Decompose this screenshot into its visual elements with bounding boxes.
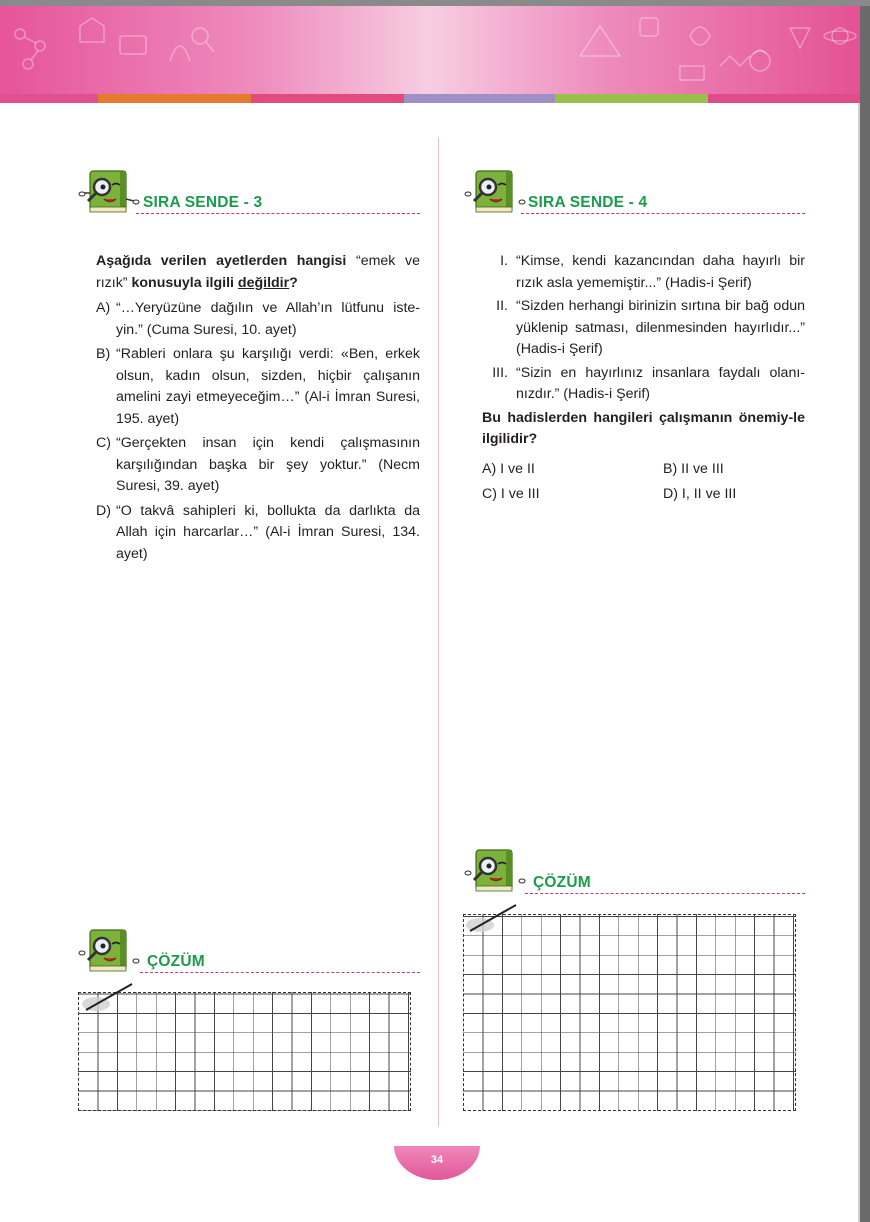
color-stripe-3 (251, 94, 404, 103)
section-title-3: SIRA SENDE - 3 (143, 194, 263, 211)
book-magnifier-mascot-icon (462, 167, 526, 215)
choice-a[interactable]: A) I ve II (482, 460, 535, 477)
header-banner (0, 6, 860, 94)
pen-icon (80, 982, 136, 1014)
section-title-4: SIRA SENDE - 4 (528, 194, 648, 211)
school-doodle-icons (0, 6, 860, 94)
choice-b[interactable]: B) II ve III (663, 460, 724, 477)
option-b[interactable]: B) “Rableri onlara şu karşılığı verdi: «Ben, erkek olsun, kadın olsun, sizden, hiçbir çalışanın amelini zayi etmeyeceğim…” (Al-i İmran Suresi, 195. ayet) (96, 346, 420, 427)
pen-icon (464, 903, 520, 935)
color-stripe-1 (0, 94, 98, 103)
page-edge (860, 6, 870, 1222)
color-stripe-2 (98, 94, 251, 103)
solution-grid-4[interactable] (463, 914, 796, 1111)
title-dashed-rule (136, 213, 420, 214)
book-magnifier-mascot-icon (76, 167, 140, 215)
page-number: 34 (394, 1146, 480, 1180)
book-magnifier-mascot-icon (76, 926, 140, 974)
solution-dashed-rule (140, 972, 420, 973)
question-4 (482, 251, 805, 506)
statement-i: I. “Kimse, kendi kazancından daha hayırlı bir rızık asla yememiştir...” (Hadis-i Şerif) (500, 253, 805, 291)
statement-iii: III. “Sizin en hayırlınız insanlara faydalı olanı-nızdır.” (Hadis-i Şerif) (492, 364, 805, 402)
solution-title-4: ÇÖZÜM (533, 874, 591, 891)
solution-dashed-rule (525, 893, 805, 894)
title-dashed-rule (521, 213, 805, 214)
statement-ii: II. “Sizden herhangi birinizin sırtına bir bağ odun yüklenip satması, dilenmesinden hayırlıdır...” (Hadis-i Şerif) (496, 298, 805, 357)
question-3 (96, 251, 420, 565)
choice-c[interactable]: C) I ve III (482, 486, 540, 502)
choices-row-2 (482, 484, 805, 506)
column-divider (438, 137, 439, 1127)
color-stripe-5 (555, 94, 708, 103)
solution-title-3: ÇÖZÜM (147, 953, 205, 970)
book-magnifier-mascot-icon (462, 846, 526, 894)
option-d[interactable]: D) “O takvâ sahipleri ki, bollukta da darlıkta da Allah için harcarlar…” (Al-i İmran Suresi, 134. ayet) (96, 502, 420, 562)
option-a[interactable]: A) “…Yeryüzüne dağılın ve Allah’ın lütfunu iste-yin.” (Cuma Suresi, 10. ayet) (96, 300, 420, 338)
color-stripe-4 (404, 94, 555, 103)
question-3-stem: Aşağıda verilen ayetlerden hangisi “emek ve rızık” konusuyla ilgili değildir? (96, 253, 420, 291)
option-c[interactable]: C) “Gerçekten insan için kendi çalışmasının karşılığından başka bir şey yoktur.” (Necm Suresi, 39. ayet) (96, 435, 420, 494)
page-edge-shadow (858, 103, 860, 1222)
color-stripe-6 (708, 94, 860, 103)
choices-row-1 (482, 459, 805, 481)
choice-d[interactable]: D) I, II ve III (663, 486, 737, 502)
question-4-stem: Bu hadislerden hangileri çalışmanın önemiy-le ilgilidir? (482, 409, 805, 447)
